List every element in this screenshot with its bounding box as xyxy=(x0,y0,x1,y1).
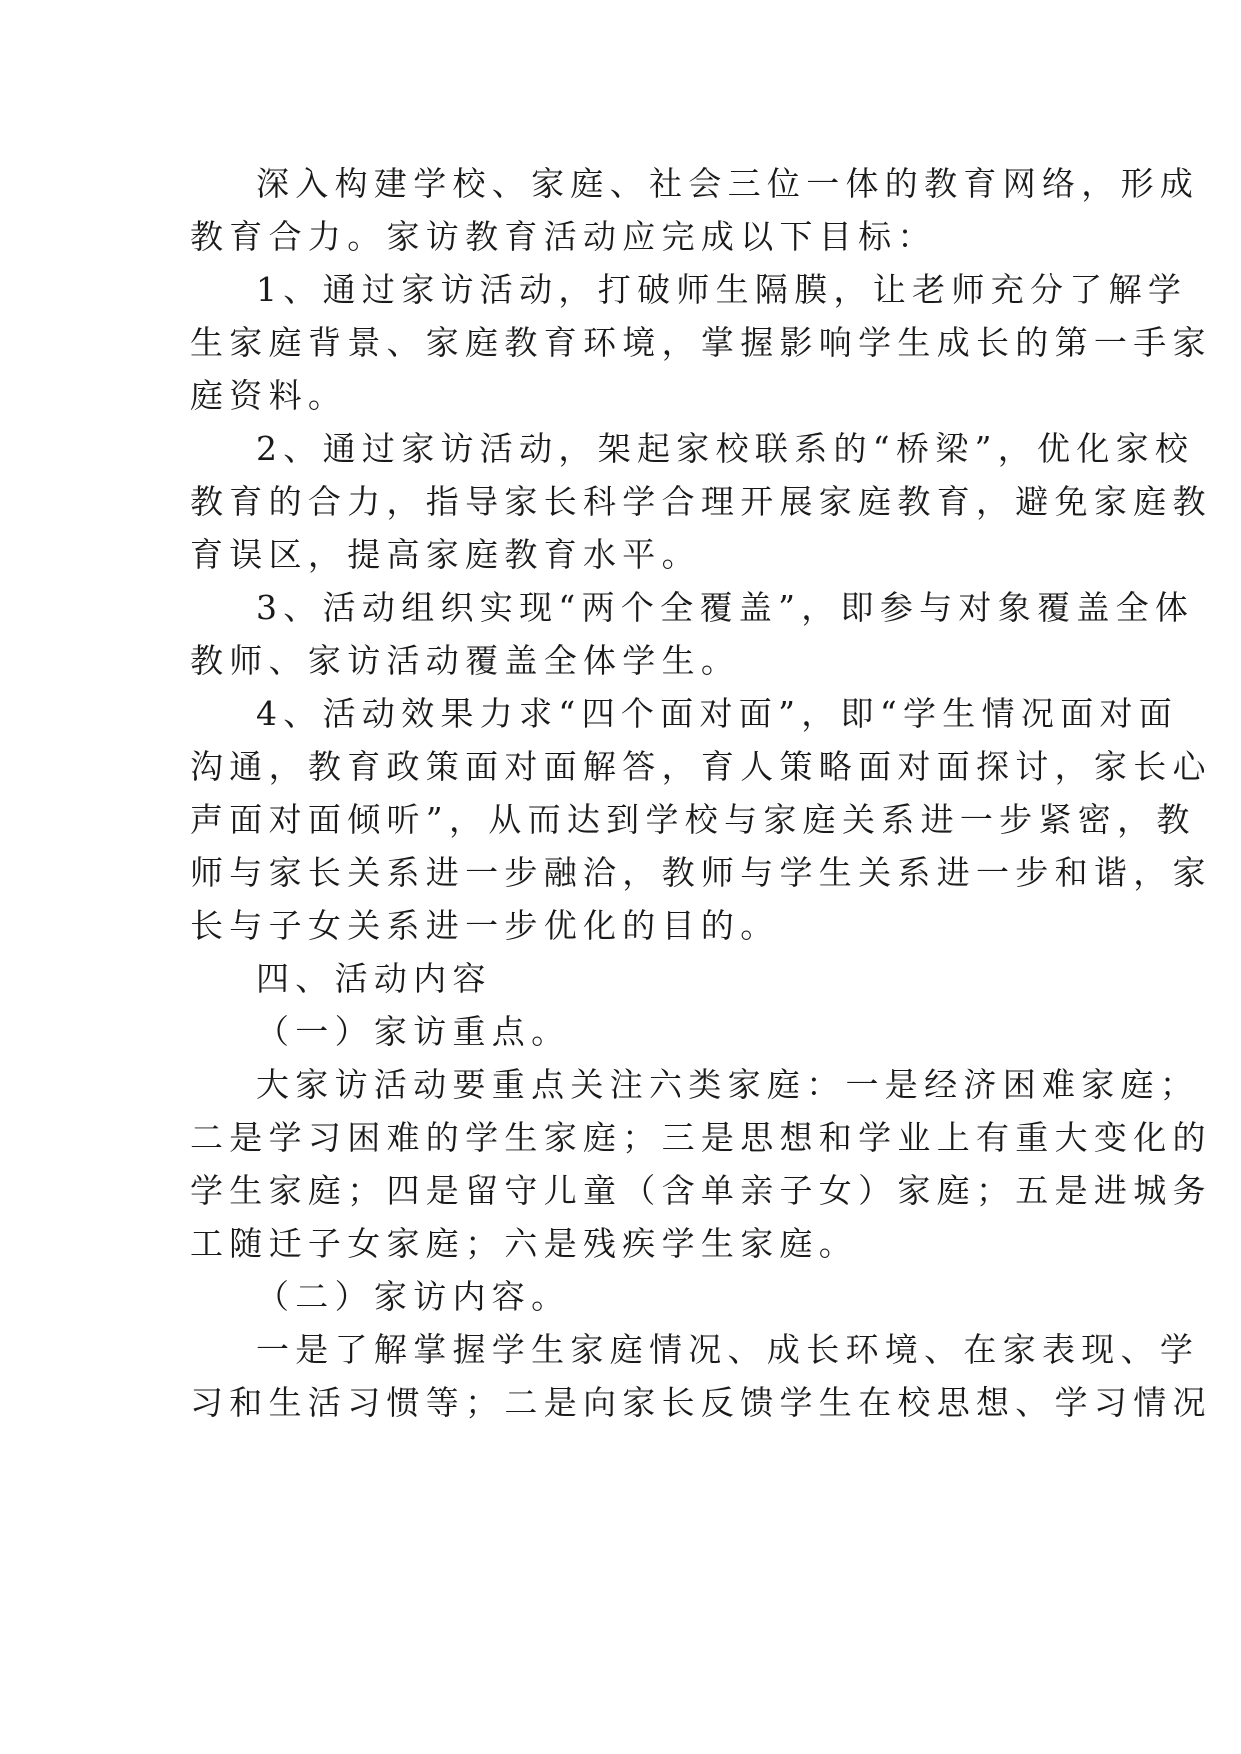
text-line: 3、活动组织实现“两个全覆盖”，即参与对象覆盖全体 xyxy=(256,588,1195,627)
text-line: 庭资料。 xyxy=(190,376,348,415)
text-line: 沟通，教育政策面对面解答，育人策略面对面探讨，家长心 xyxy=(190,747,1212,786)
text-line: 育误区，提高家庭教育水平。 xyxy=(190,535,701,574)
text-line: 长与子女关系进一步优化的目的。 xyxy=(190,906,780,945)
text-line: 二是学习困难的学生家庭；三是思想和学业上有重大变化的 xyxy=(190,1118,1212,1157)
text-line: 教师、家访活动覆盖全体学生。 xyxy=(190,641,741,680)
text-line: 师与家长关系进一步融洽，教师与学生关系进一步和谐，家 xyxy=(190,853,1212,892)
text-line: 大家访活动要重点关注六类家庭：一是经济困难家庭； xyxy=(256,1065,1200,1104)
text-line: 一是了解掌握学生家庭情况、成长环境、在家表现、学 xyxy=(256,1330,1200,1369)
text-line: 4、活动效果力求“四个面对面”，即“学生情况面对面 xyxy=(256,694,1179,733)
text-line: 教育的合力，指导家长科学合理开展家庭教育，避免家庭教 xyxy=(190,482,1212,521)
text-line: 学生家庭；四是留守儿童（含单亲子女）家庭；五是进城务 xyxy=(190,1171,1212,1210)
text-line: 深入构建学校、家庭、社会三位一体的教育网络，形成 xyxy=(256,164,1200,203)
subsection-heading: （二）家访内容。 xyxy=(256,1277,571,1316)
text-line: 生家庭背景、家庭教育环境，掌握影响学生成长的第一手家 xyxy=(190,323,1212,362)
text-line: 2、通过家访活动，架起家校联系的“桥梁”，优化家校 xyxy=(256,429,1195,468)
text-line: 教育合力。家访教育活动应完成以下目标： xyxy=(190,217,937,256)
text-line: 习和生活习惯等；二是向家长反馈学生在校思想、学习情况 xyxy=(190,1383,1212,1422)
text-line: 工随迁子女家庭；六是残疾学生家庭。 xyxy=(190,1224,859,1263)
subsection-heading: （一）家访重点。 xyxy=(256,1012,571,1051)
text-line: 1、通过家访活动，打破师生隔膜，让老师充分了解学 xyxy=(256,270,1188,309)
section-heading: 四、活动内容 xyxy=(256,959,492,998)
text-line: 声面对面倾听”，从而达到学校与家庭关系进一步紧密，教 xyxy=(190,800,1196,839)
